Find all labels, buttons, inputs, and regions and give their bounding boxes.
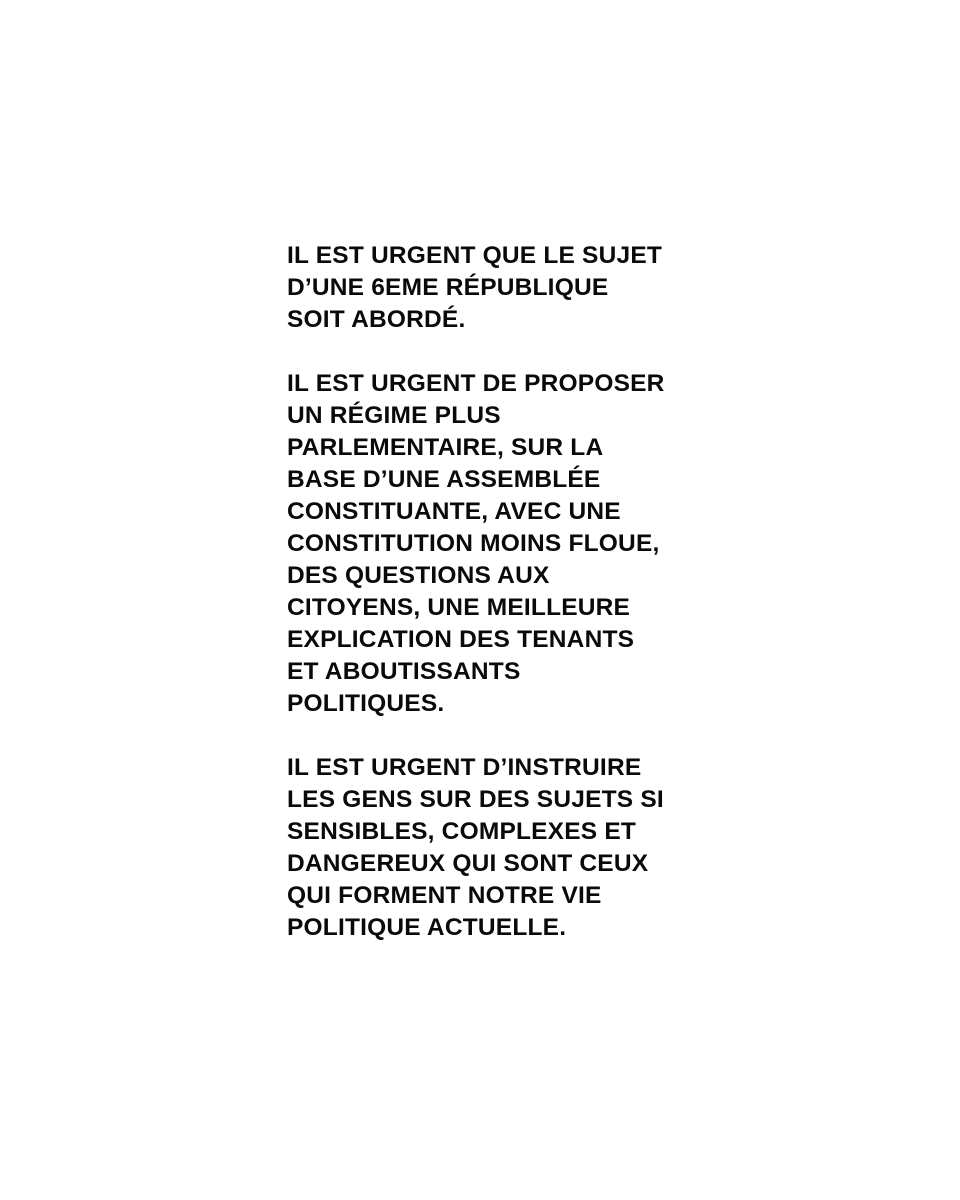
- text-line: EXPLICATION DES TENANTS: [287, 626, 635, 653]
- text-line: CONSTITUTION MOINS FLOUE,: [287, 530, 660, 557]
- text-line: IL EST URGENT D’INSTRUIRE: [287, 754, 642, 781]
- text-line: IL EST URGENT DE PROPOSER: [287, 370, 665, 397]
- paragraph-sixth-republic: [287, 240, 707, 336]
- paragraph-parliamentary-regime: [287, 368, 707, 720]
- text-line: DES QUESTIONS AUX: [287, 562, 550, 589]
- paragraph-instruct-people: [287, 752, 707, 944]
- text-line: POLITIQUES.: [287, 690, 445, 717]
- text-line: IL EST URGENT QUE LE SUJET: [287, 242, 663, 269]
- text-line: UN RÉGIME PLUS: [287, 402, 501, 429]
- statement-text-block: [287, 240, 707, 976]
- text-line: D’UNE 6EME RÉPUBLIQUE: [287, 274, 609, 301]
- text-line: SOIT ABORDÉ.: [287, 306, 466, 333]
- text-line: BASE D’UNE ASSEMBLÉE: [287, 466, 601, 493]
- text-line: QUI FORMENT NOTRE VIE: [287, 882, 602, 909]
- text-line: DANGEREUX QUI SONT CEUX: [287, 850, 649, 877]
- text-line: LES GENS SUR DES SUJETS SI: [287, 786, 664, 813]
- text-line: SENSIBLES, COMPLEXES ET: [287, 818, 637, 845]
- text-line: PARLEMENTAIRE, SUR LA: [287, 434, 604, 461]
- text-line: ET ABOUTISSANTS: [287, 658, 521, 685]
- text-line: POLITIQUE ACTUELLE.: [287, 914, 567, 941]
- text-line: CONSTITUANTE, AVEC UNE: [287, 498, 621, 525]
- text-line: CITOYENS, UNE MEILLEURE: [287, 594, 631, 621]
